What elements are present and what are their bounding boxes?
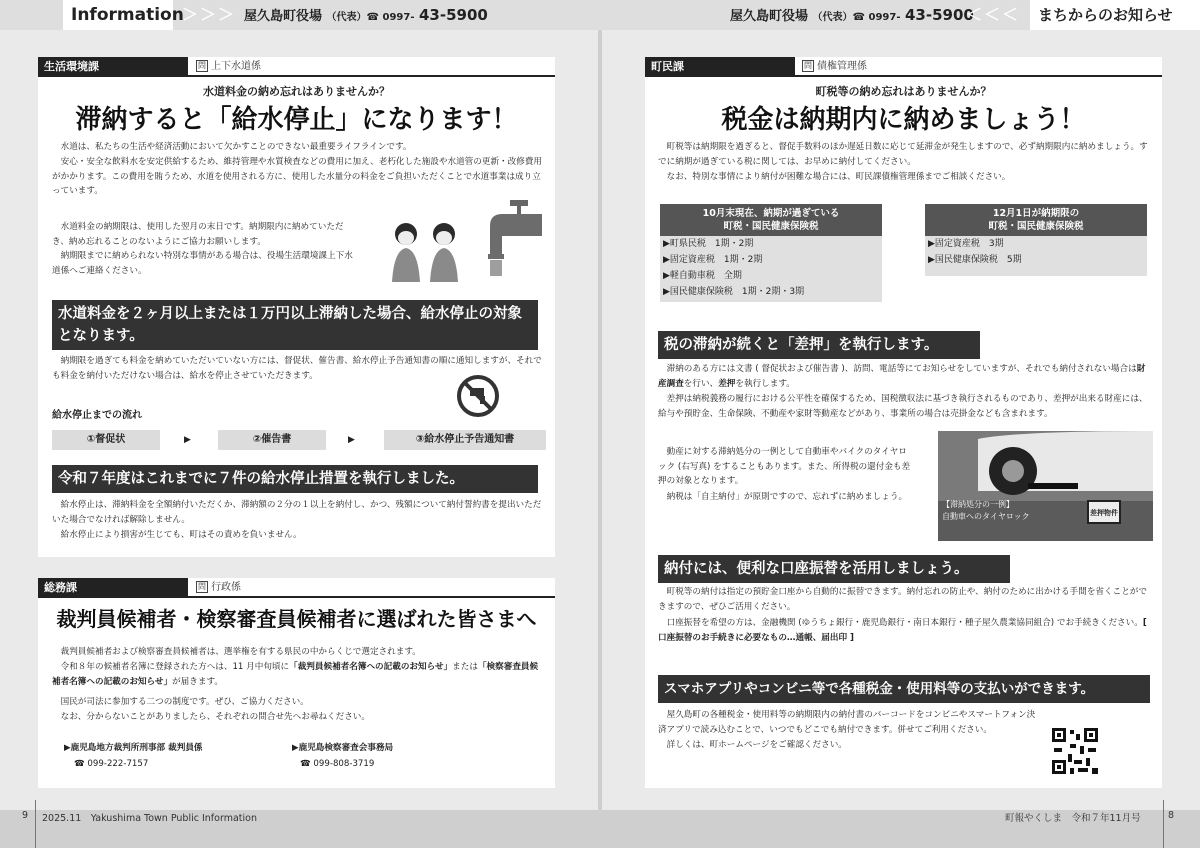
tax-p3-c: を行い、 — [683, 378, 719, 389]
water-p5: 納期限を過ぎても料金を納めていただいていない方には、督促状、催告書、給水停止予告通知書の順に通知しますが、それでも料金を納付いただけない場合は、給水を停止させていただきます。 — [52, 356, 542, 381]
faucet-icon — [484, 196, 550, 278]
water-section-label: 上下水道係 — [211, 61, 261, 72]
tax-section — [802, 57, 867, 77]
jury-p1: 裁判員候補者および検察審査員候補者は、選挙権を有する県民の中からくじで選定されます。 — [60, 647, 421, 657]
tax-table-a-row: ▶町県民税 1期・2期 — [663, 239, 754, 249]
tax-p2: なお、特別な事情により納付が困難な場合には、町民課債権管理係までご相談ください。 — [666, 172, 1011, 182]
tax-table-b-head — [925, 204, 1147, 236]
water-p4: 納期限までに納められない特別な事情がある場合は、役場生活環境課上下水道係へご連絡ください。 — [52, 251, 353, 276]
water-p1: 水道は、私たちの生活や経済活動において欠かすことのできない最重要ライフラインです。 — [60, 142, 412, 152]
footer-right-text: 町報やくしま 令和７年11月号 — [1005, 813, 1141, 824]
jury-contact1-tel: ☎ 099-222-7157 — [74, 759, 149, 769]
water-dept-rule — [38, 57, 555, 77]
tax-table-b-row: ▶固定資産税 3期 — [928, 239, 1004, 249]
jury-p2-d: 「検察審査員候補者名簿への記載のお知らせ」 — [52, 662, 539, 687]
jury-dept-tag: 総務課 — [38, 578, 188, 598]
footer-divider-left — [35, 800, 36, 848]
header-right-tel-num: 43-5900 — [905, 6, 974, 24]
jury-p2-b: 「裁判員候補者名簿への記載のお知らせ」 — [289, 662, 453, 672]
header-right-tel-label: 屋久島町役場 — [730, 9, 809, 24]
tire-lock-caption-1: 【滞納処分の一例】 — [942, 500, 1014, 509]
tax-table-a-row: ▶軽自動車税 全期 — [663, 271, 742, 281]
tax-table-b-body — [925, 236, 1147, 276]
inquiry-icon: 問 — [804, 61, 812, 70]
tax-p9: 屋久島町の各種税金・使用料等の納期限内の納付書のバーコードをコンビニやスマートフォン決済アプリで読み込むことで、いつでもどこでも納付できます。併せてご利用ください。 — [658, 710, 1036, 735]
tire-lock-sign: 差押物件 — [1090, 509, 1118, 517]
bowing-staff-illustration — [386, 220, 468, 282]
inquiry-icon: 問 — [198, 61, 206, 70]
water-bar-enforcement: 令和７年度はこれまでに７件の給水停止措置を執行しました。 — [52, 465, 538, 493]
tax-dept-rule — [645, 57, 1162, 77]
header-left-tel-label: 屋久島町役場 — [244, 9, 323, 24]
flow-step-1: ①督促状 — [52, 430, 160, 450]
tax-p3-a: 滞納のある方には文書 ( 督促状および催告書 )、訪問、電話等にてお知らせをしていますが、それでも納付されない場合は — [666, 364, 1137, 374]
jury-p2 — [52, 660, 546, 689]
water-p3: 水道料金の納期限は、使用した翌月の末日です。納期限内に納めていただき、納め忘れることのないようにご協力お願いします。 — [52, 222, 344, 247]
tax-title: 税金は納期内に納めましょう！ — [721, 105, 1086, 135]
jury-contact2-tel: ☎ 099-808-3719 — [300, 759, 375, 769]
tax-p8 — [658, 616, 1152, 645]
footer-left-text: 2025.11 Yakushima Town Public Information — [42, 813, 257, 824]
header-right-tel — [730, 0, 974, 30]
flow-arrow-1: ▶ — [184, 435, 191, 445]
water-flow-title: 給水停止までの流れ — [52, 410, 142, 421]
footer-left-page-number: 9 — [22, 810, 29, 821]
flow-arrow-2: ▶ — [348, 435, 355, 445]
tax-p3-d: 差押 — [718, 378, 736, 389]
header-right-arrows: ＜＜＜ — [966, 5, 1021, 24]
jury-contact1-name: ▶鹿児島地方裁判所刑事部 裁判員係 — [64, 743, 203, 753]
tax-table-a-head-1: 10月末現在、納期が過ぎている — [702, 208, 840, 219]
tax-p3-e: を執行します。 — [735, 378, 795, 389]
jury-p2-e: が届きます。 — [172, 676, 223, 687]
header-right-tel-sub: （代表）☎ 0997- — [812, 12, 901, 23]
header-left-tel-num: 43-5900 — [419, 6, 488, 24]
tax-p8-a: 口座振替を希望の方は、金融機関 (ゆうちょ銀行・鹿児島銀行・南日本銀行・種子屋久農業協同組合) でお手続きください。 — [666, 618, 1143, 628]
tax-dept-tag: 町民課 — [645, 57, 795, 77]
tax-p4: 差押は納税義務の履行における公平性を確保するため、国税徴収法に基づき執行されるものであり、差押が出来る財産には、給与や預貯金、生命保険、不動産や家財等動産などがあり、事業所の場合は売掛金なども含まれます。 — [658, 394, 1148, 419]
tax-p5: 動産に対する滞納処分の一例として自動車やバイクのタイヤロック (右写真) をすることもあります。また、所得税の還付金も差押の対象となります。 — [658, 447, 911, 486]
tax-bar-seizure: 税の滞納が続くと「差押」を執行します。 — [658, 331, 980, 359]
header-left-tel — [244, 0, 488, 30]
inquiry-icon: 問 — [198, 582, 206, 591]
tax-table-a-head-2: 町税・国民健康保険税 — [723, 221, 819, 232]
header-left-tab: Information — [63, 0, 173, 30]
water-bar-stop-condition: 水道料金を２ヶ月以上または１万円以上滞納した場合、給水停止の対象となります。 — [52, 300, 538, 350]
jury-p2-a: 令和８年の候補者名簿に登録された方へは、11 月中旬頃に — [60, 662, 290, 672]
water-p6: 給水停止は、滞納料金を全額納付いただくか、滞納額の２分の１以上を納付し、かつ、残額について納付誓約書を提出いただいた場合でなければ解除しません。 — [52, 500, 542, 525]
tax-p8-b: [ 口座振替のお手続きに必要なもの…通帳、届出印 ] — [658, 618, 1147, 643]
tax-bar-direct-debit: 納付には、便利な口座振替を活用しましょう。 — [658, 555, 1010, 583]
tax-table-b-head-2: 町税・国民健康保険税 — [988, 221, 1084, 232]
water-title: 滞納すると「給水停止」になります！ — [75, 105, 518, 135]
tax-table-a-row: ▶固定資産税 1期・2期 — [663, 255, 763, 265]
tax-p10: 詳しくは、町ホームページをご確認ください。 — [666, 740, 847, 750]
tax-p6: 納税は「自主納付」が原則ですので、忘れずに納めましょう。 — [666, 492, 908, 502]
flow-step-2: ②催告書 — [218, 430, 326, 450]
tax-section-label: 債権管理係 — [817, 61, 867, 72]
qr-code-icon — [1050, 726, 1100, 776]
header-left-tel-sub: （代表）☎ 0997- — [326, 12, 415, 23]
tax-p3 — [658, 362, 1152, 391]
jury-section-label: 行政係 — [211, 582, 241, 593]
tax-table-a-head — [660, 204, 882, 236]
jury-section — [196, 578, 241, 598]
water-dept-tag: 生活環境課 — [38, 57, 188, 77]
tire-lock-photo — [938, 431, 1153, 541]
no-water-icon — [456, 374, 500, 418]
jury-contact2-name: ▶鹿児島検察審査会事務局 — [292, 743, 394, 753]
footer-right-page-number: 8 — [1168, 810, 1175, 821]
tax-p7: 町税等の納付は指定の預貯金口座から自動的に振替できます。納付忘れの防止や、納付のために出かける手間を省くことができますので、ぜひご活用ください。 — [658, 587, 1147, 612]
water-section — [196, 57, 261, 77]
flow-step-3: ③給水停止予告通知書 — [384, 430, 546, 450]
water-p2: 安心・安全な飲料水を安定供給するため、維持管理や水質検査などの費用に加え、老朽化した施設や水道管の更新・改修費用がかかります。この費用を賄うため、水道を使用される方に、使用した水量分の料金をご負担いただくことで水道事業は成り立っています。 — [52, 157, 543, 196]
tax-bar-smartphone: スマホアプリやコンビニ等で各種税金・使用料等の支払いができます。 — [658, 675, 1150, 703]
water-kicker: 水道料金の納め忘れはありませんか？ — [203, 85, 390, 98]
water-p7: 給水停止により損害が生じても、町はその責めを負いません。 — [60, 530, 302, 540]
tax-table-a-body — [660, 236, 882, 302]
jury-dept-rule — [38, 578, 555, 598]
jury-p4: なお、分からないことがありましたら、それぞれの問合せ先へお尋ねください。 — [60, 712, 370, 722]
header-left-arrows: ＞＞＞ — [182, 5, 237, 24]
tax-kicker: 町税等の納め忘れはありませんか？ — [815, 85, 992, 98]
tax-table-a-row: ▶国民健康保険税 1期・2期・3期 — [663, 287, 805, 297]
tax-table-b-row: ▶国民健康保険税 5期 — [928, 255, 1022, 265]
tire-lock-caption-2: 自動車へのタイヤロック — [942, 512, 1030, 521]
footer-divider-right — [1163, 800, 1164, 848]
header-right-tab: まちからのお知らせ — [1030, 0, 1200, 30]
jury-p2-c: または — [452, 662, 478, 672]
tax-table-b-head-1: 12月1日が納期限の — [992, 208, 1080, 219]
tax-p3-b: 財産調査 — [658, 364, 1146, 389]
jury-title: 裁判員候補者・検察審査員候補者に選ばれた皆さまへ — [56, 607, 537, 631]
tax-p1: 町税等は納期限を過ぎると、督促手数料のほか遅延日数に応じて延滞金が発生しますので、必ず納期限内に納めましょう。すでに納期が過ぎている税に関しては、お早めに納付してください。 — [658, 142, 1148, 167]
jury-p3: 国民が司法に参加する二つの制度です。ぜひ、ご協力ください。 — [60, 697, 309, 707]
